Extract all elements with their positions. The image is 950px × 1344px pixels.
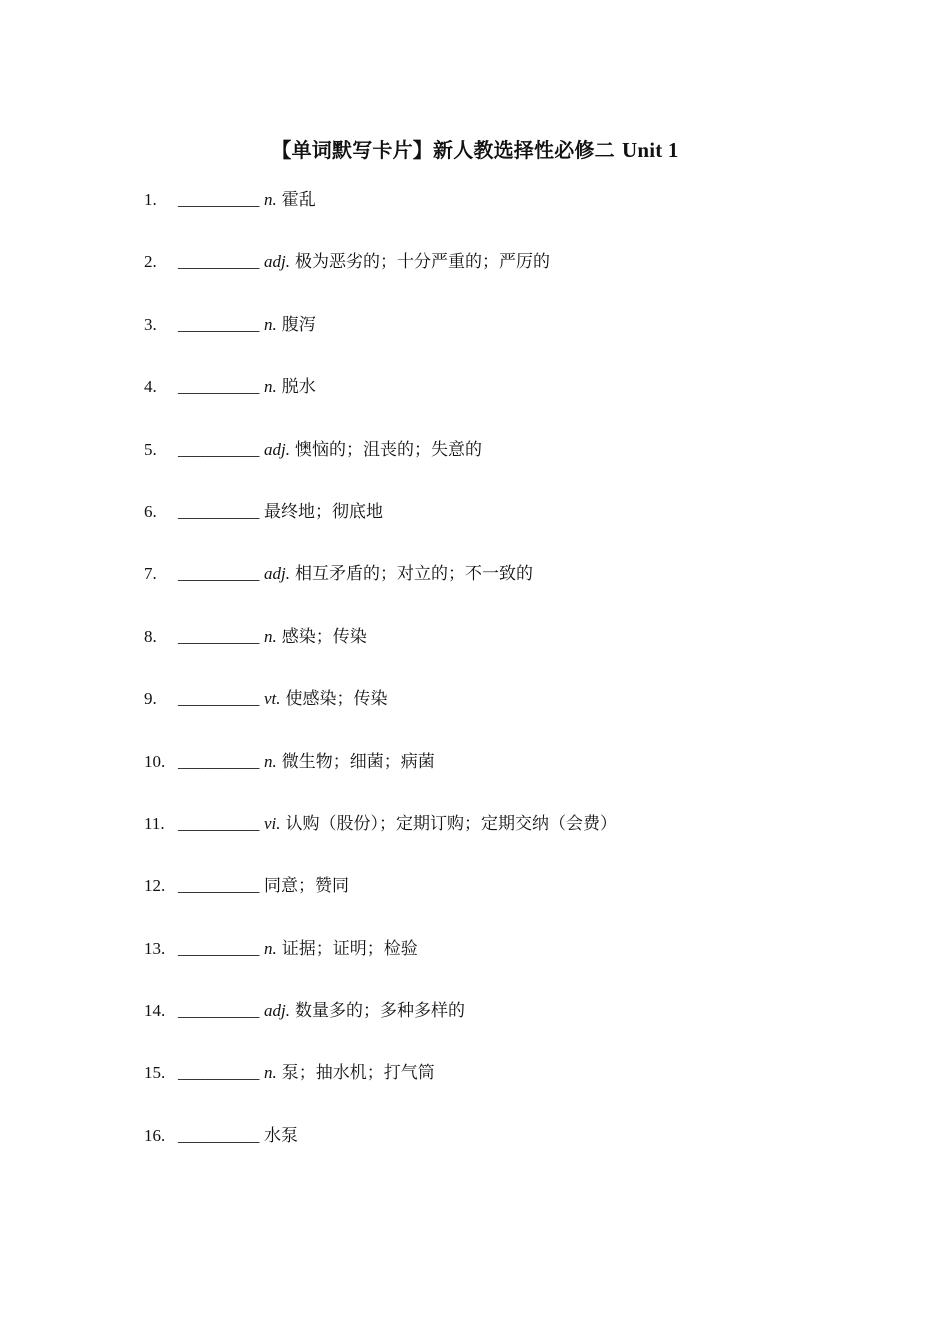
- item-number: 15.: [144, 1063, 166, 1083]
- list-item: [144, 373, 617, 435]
- definition: 最终地；彻底地: [264, 501, 384, 522]
- list-item: [144, 186, 617, 248]
- list-item: [144, 623, 617, 685]
- definition: 水泵: [264, 1125, 299, 1146]
- list-item: [144, 748, 617, 810]
- answer-blank: __________: [178, 1063, 260, 1083]
- list-item: [144, 1059, 617, 1121]
- definition: 数量多的；多种多样的: [295, 1001, 465, 1022]
- answer-blank: __________: [178, 876, 260, 896]
- answer-blank: __________: [178, 252, 260, 272]
- item-number: 12.: [144, 876, 166, 896]
- part-of-speech: adj.: [264, 1001, 290, 1021]
- answer-blank: __________: [178, 439, 260, 459]
- item-number: 3.: [144, 314, 157, 334]
- list-item: [144, 436, 617, 498]
- answer-blank: __________: [178, 377, 260, 397]
- list-item: [144, 810, 617, 872]
- part-of-speech: n.: [264, 626, 277, 646]
- definition: 脱水: [281, 377, 316, 398]
- definition: 使感染；传染: [285, 689, 388, 710]
- item-number: 5.: [144, 439, 157, 459]
- answer-blank: __________: [178, 1001, 260, 1021]
- item-number: 6.: [144, 501, 157, 521]
- part-of-speech: n.: [264, 314, 277, 334]
- part-of-speech: n.: [264, 1063, 277, 1083]
- answer-blank: __________: [178, 626, 260, 646]
- definition: 证据；证明；检验: [281, 938, 418, 959]
- part-of-speech: n.: [264, 938, 277, 958]
- item-number: 8.: [144, 626, 157, 646]
- item-number: 1.: [144, 190, 157, 209]
- answer-blank: __________: [178, 190, 260, 209]
- part-of-speech: adj.: [264, 252, 290, 272]
- item-number: 4.: [144, 377, 157, 397]
- list-item: [144, 311, 617, 373]
- list-item: [144, 935, 617, 997]
- part-of-speech: n.: [264, 190, 277, 209]
- definition: 同意；赞同: [264, 876, 350, 897]
- part-of-speech: adj.: [264, 564, 290, 584]
- part-of-speech: adj.: [264, 439, 290, 459]
- page-title-unit: Unit 1: [621, 138, 679, 162]
- answer-blank: __________: [178, 501, 260, 521]
- list-item: [144, 997, 617, 1059]
- item-number: 9.: [144, 689, 157, 709]
- list-item: [144, 248, 617, 310]
- list-item: [144, 560, 617, 622]
- answer-blank: __________: [178, 689, 260, 709]
- list-item: [144, 872, 617, 934]
- list-item: [144, 498, 617, 560]
- definition: 微生物；细菌；病菌: [281, 751, 435, 772]
- vocabulary-list: [144, 186, 617, 1184]
- item-number: 2.: [144, 252, 157, 272]
- answer-blank: __________: [178, 813, 260, 833]
- definition: 霍乱: [281, 190, 316, 210]
- page-title: [0, 136, 950, 164]
- item-number: 14.: [144, 1001, 166, 1021]
- item-number: 10.: [144, 751, 166, 771]
- definition: 感染；传染: [281, 626, 367, 647]
- part-of-speech: vi.: [264, 813, 281, 833]
- definition: 泵；抽水机；打气筒: [281, 1063, 435, 1084]
- item-number: 13.: [144, 938, 166, 958]
- answer-blank: __________: [178, 751, 260, 771]
- list-item: [144, 685, 617, 747]
- page-title-chinese: 【单词默写卡片】新人教选择性必修二: [271, 138, 615, 162]
- part-of-speech: vt.: [264, 689, 281, 709]
- definition: 腹泻: [281, 314, 316, 335]
- part-of-speech: n.: [264, 377, 277, 397]
- item-number: 11.: [144, 813, 165, 833]
- definition: 懊恼的；沮丧的；失意的: [295, 439, 482, 460]
- definition: 极为恶劣的；十分严重的；严厉的: [295, 252, 550, 273]
- part-of-speech: n.: [264, 751, 277, 771]
- answer-blank: __________: [178, 938, 260, 958]
- answer-blank: __________: [178, 564, 260, 584]
- answer-blank: __________: [178, 1125, 260, 1145]
- answer-blank: __________: [178, 314, 260, 334]
- definition: 相互矛盾的；对立的；不一致的: [295, 564, 533, 585]
- item-number: 7.: [144, 564, 157, 584]
- definition: 认购（股份）；定期订购；定期交纳（会费）: [285, 813, 618, 834]
- item-number: 16.: [144, 1125, 166, 1145]
- list-item: [144, 1122, 617, 1184]
